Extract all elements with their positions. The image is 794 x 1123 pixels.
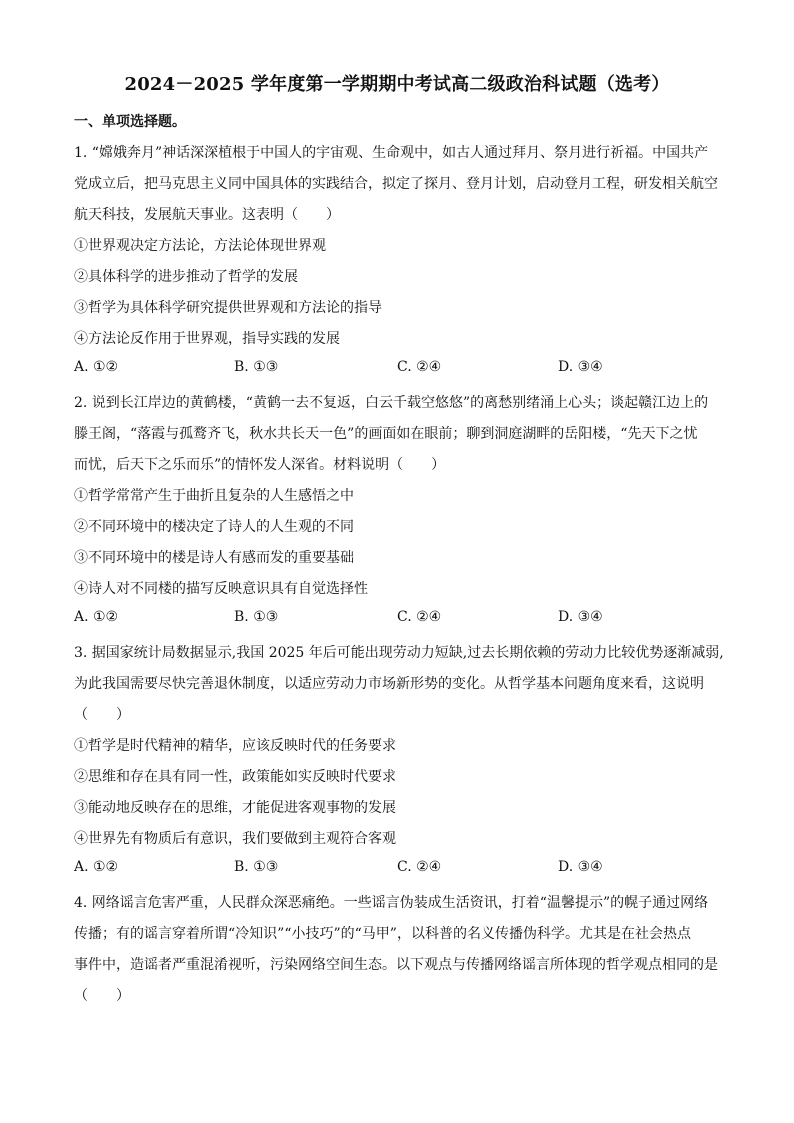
q2-statement: ②不同环境中的楼决定了诗人的人生观的不同 — [74, 519, 354, 535]
section-heading: 一、单项选择题。 — [74, 114, 186, 130]
q4-stem-line: 事件中，造谣者严重混淆视听，污染网络空间生态。以下观点与传播网络谣言所体现的哲学观点相同的是 — [74, 957, 718, 973]
q3-stem-line: 3. 据国家统计局数据显示,我国 2025 年后可能出现劳动力短缺,过去长期依赖的劳动力比较优势逐渐减弱, — [74, 645, 724, 661]
q3-option-a[interactable]: A. ①② — [74, 859, 119, 875]
q1-statement: ④方法论反作用于世界观，指导实践的发展 — [74, 331, 340, 347]
q2-statement: ①哲学常常产生于曲折且复杂的人生感悟之中 — [74, 488, 354, 504]
q2-option-b[interactable]: B. ①③ — [234, 609, 279, 625]
q3-statement: ④世界先有物质后有意识，我们要做到主观符合客观 — [74, 831, 396, 847]
q3-stem-line: 为此我国需要尽快完善退休制度，以适应劳动力市场新形势的变化。从哲学基本问题角度来看，这说明 — [74, 676, 704, 692]
q3-option-d[interactable]: D. ③④ — [558, 859, 603, 875]
q3-option-c[interactable]: C. ②④ — [397, 859, 442, 875]
q1-statement: ②具体科学的进步推动了哲学的发展 — [74, 269, 298, 285]
q1-stem-line: 航天科技，发展航天事业。这表明（ ） — [74, 207, 340, 223]
q2-option-a[interactable]: A. ①② — [74, 609, 119, 625]
q1-statement: ③哲学为具体科学研究提供世界观和方法论的指导 — [74, 300, 382, 316]
q4-stem-line: 4. 网络谣言危害严重，人民群众深恶痛绝。一些谣言伪装成生活资讯，打着“温馨提示”的幌子通过网络 — [74, 895, 709, 911]
q2-stem-line: 滕王阁，“落霞与孤鹜齐飞，秋水共长天一色”的画面如在眼前；聊到洞庭湖畔的岳阳楼，“先天下之忧 — [74, 426, 698, 442]
q2-stem-line: 而忧，后天下之乐而乐”的情怀发人深省。材料说明（ ） — [74, 457, 446, 473]
q2-statement: ③不同环境中的楼是诗人有感而发的重要基础 — [74, 550, 354, 566]
q1-option-b[interactable]: B. ①③ — [234, 359, 279, 375]
q3-statement: ②思维和存在具有同一性，政策能如实反映时代要求 — [74, 769, 396, 785]
exam-title: 2024－2025 学年度第一学期期中考试高二级政治科试题（选考） — [124, 74, 670, 95]
q1-option-d[interactable]: D. ③④ — [558, 359, 603, 375]
q2-option-c[interactable]: C. ②④ — [397, 609, 442, 625]
q1-option-a[interactable]: A. ①② — [74, 359, 119, 375]
q4-stem-line: 传播；有的谣言穿着所谓“冷知识”“小技巧”的“马甲”，以科普的名义传播伪科学。尤其是在社会热点 — [74, 926, 691, 942]
q1-stem-line: 党成立后，把马克思主义同中国具体的实践结合，拟定了探月、登月计划，启动登月工程，研发相关航空 — [74, 176, 718, 192]
q4-stem-line: （ ） — [74, 988, 130, 1004]
q3-statement: ①哲学是时代精神的精华，应该反映时代的任务要求 — [74, 738, 396, 754]
q3-stem-line: （ ） — [74, 707, 130, 723]
q3-statement: ③能动地反映存在的思维，才能促进客观事物的发展 — [74, 800, 396, 816]
q1-statement: ①世界观决定方法论，方法论体现世界观 — [74, 238, 326, 254]
q2-stem-line: 2. 说到长江岸边的黄鹤楼，“黄鹤一去不复返，白云千载空悠悠”的离愁别绪涌上心头；谈起赣江边上的 — [74, 395, 709, 411]
q1-stem-line: 1. “嫦娥奔月”神话深深植根于中国人的宇宙观、生命观中，如古人通过拜月、祭月进行祈福。中国共产 — [74, 145, 709, 161]
q2-option-d[interactable]: D. ③④ — [558, 609, 603, 625]
q3-option-b[interactable]: B. ①③ — [234, 859, 279, 875]
q1-option-c[interactable]: C. ②④ — [397, 359, 442, 375]
q2-statement: ④诗人对不同楼的描写反映意识具有自觉选择性 — [74, 581, 368, 597]
